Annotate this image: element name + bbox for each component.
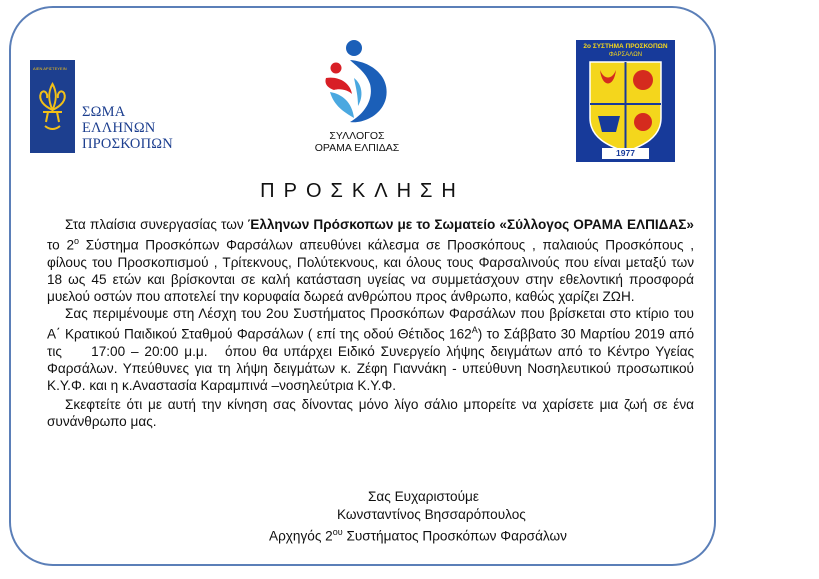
signature-role (269, 524, 567, 545)
orama-elpidas-text (292, 130, 422, 154)
crest-year: 1977 (616, 148, 635, 158)
role-text-1: Αρχηγός 2 (269, 528, 333, 544)
p1-superscript: ο (74, 236, 80, 247)
p2-text-2: ) το Σάββατο 30 Μαρτίου 2019 από τις 17:00 – 20:00 μ.μ. όπου θα υπάρχει Ειδικό Συνεργείο λήψης δειγμάτων από το Κέντρο Υγείας Φαρσάλων. Υπεύθυνες για τη λήψη δειγμάτων κ. Ζέφη Γιαννάκη - υπεύθυνη Νοσηλευτικού προσωπικού Κ.Υ.Φ. και η κ.Αναστασία Καραμπινά –νοσηλεύτρια Κ.Υ.Φ. (47, 326, 698, 393)
signature-thanks: Σας Ευχαριστούμε (368, 489, 479, 504)
scout-group-crest-logo (576, 40, 675, 162)
p2-text-1: Σας περιμένουμε στη Λέσχη του 2ου Συστήματος Προσκόπων Φαρσάλων που βρίσκεται στο κτίριο του Α΄ Κρατικού Παιδικού Σταθμού Φαρσάλων ( επί της οδού Θέτιδος 162 (47, 306, 694, 342)
p1-text-3: Σύστημα Προσκόπων Φαρσάλων απευθύνει κάλεσμα σε Προσκόπους , παλαιούς Προσκόπους , φίλους του Προσκοπισμού , Τρίτεκνους, Πολύτεκνους, και όλους τους Φαρσαλινούς που είναι μεταξύ των 18 ως 45 ετών και βρίσκονται σε καλή κατάσταση υγείας να συμμετάσχουν στην εθελοντική προσφορά μυελού οστών που αποτελεί την κορυφαία δωρεά ανθρώπου προς άνθρωπο, καθώς χαρίζει ΖΩΗ. (47, 237, 695, 304)
p1-text-1: Στα πλαίσια συνεργασίας των (65, 217, 248, 232)
org-name-line-2: ΕΛΛΗΝΩΝ (82, 120, 156, 136)
p2-superscript: Α (471, 325, 478, 336)
scout-fleur-de-lis-icon (30, 60, 75, 153)
scout-motto: ΑΙΕΝ ΑΡΙΣΤΕΥΕΙΝ (33, 66, 67, 71)
association-label: ΣΥΛΛΟΓΟΣ (329, 130, 385, 142)
org-name-line-1: ΣΩΜΑ (82, 104, 126, 120)
association-name: ΟΡΑΜΑ ΕΛΠΙΔΑΣ (314, 142, 400, 154)
invitation-body (47, 216, 698, 430)
p1-text-2: το 2 (47, 237, 75, 253)
document-title: ΠΡΟΣΚΛΗΣΗ (260, 180, 465, 202)
paragraph-3: Σκεφτείτε ότι με αυτή την κίνηση σας δίνοντας μόνο λίγο σάλιο μπορείτε να χαρίσετε μια ζωή σε ένα συνάνθρωπο μας. (47, 397, 694, 430)
p1-bold-partners: Έλληνων Πρόσκοπων με το Σωματείο «Σύλλογος ΟΡΑΜΑ ΕΛΠΙΔΑΣ» (247, 217, 694, 232)
signature-name: Κωνσταντίνος Βησσαρόπουλος (337, 507, 526, 522)
scouts-org-name (82, 104, 192, 152)
role-text-2: Συστήματος Προσκόπων Φαρσάλων (342, 528, 567, 544)
paragraph-1 (47, 216, 694, 305)
paragraph-2 (47, 305, 698, 394)
role-superscript: ου (332, 527, 343, 537)
crest-sub-text: ΦΑΡΣΑΛΩΝ (608, 52, 643, 58)
hope-figure-icon (292, 38, 422, 130)
crest-top-text: 2ο ΣΥΣΤΗΜΑ ΠΡΟΣΚΟΠΩΝ (583, 43, 668, 50)
scout-group-crest-icon (576, 40, 675, 162)
org-name-line-3: ΠΡΟΣΚΟΠΩΝ (82, 136, 173, 152)
